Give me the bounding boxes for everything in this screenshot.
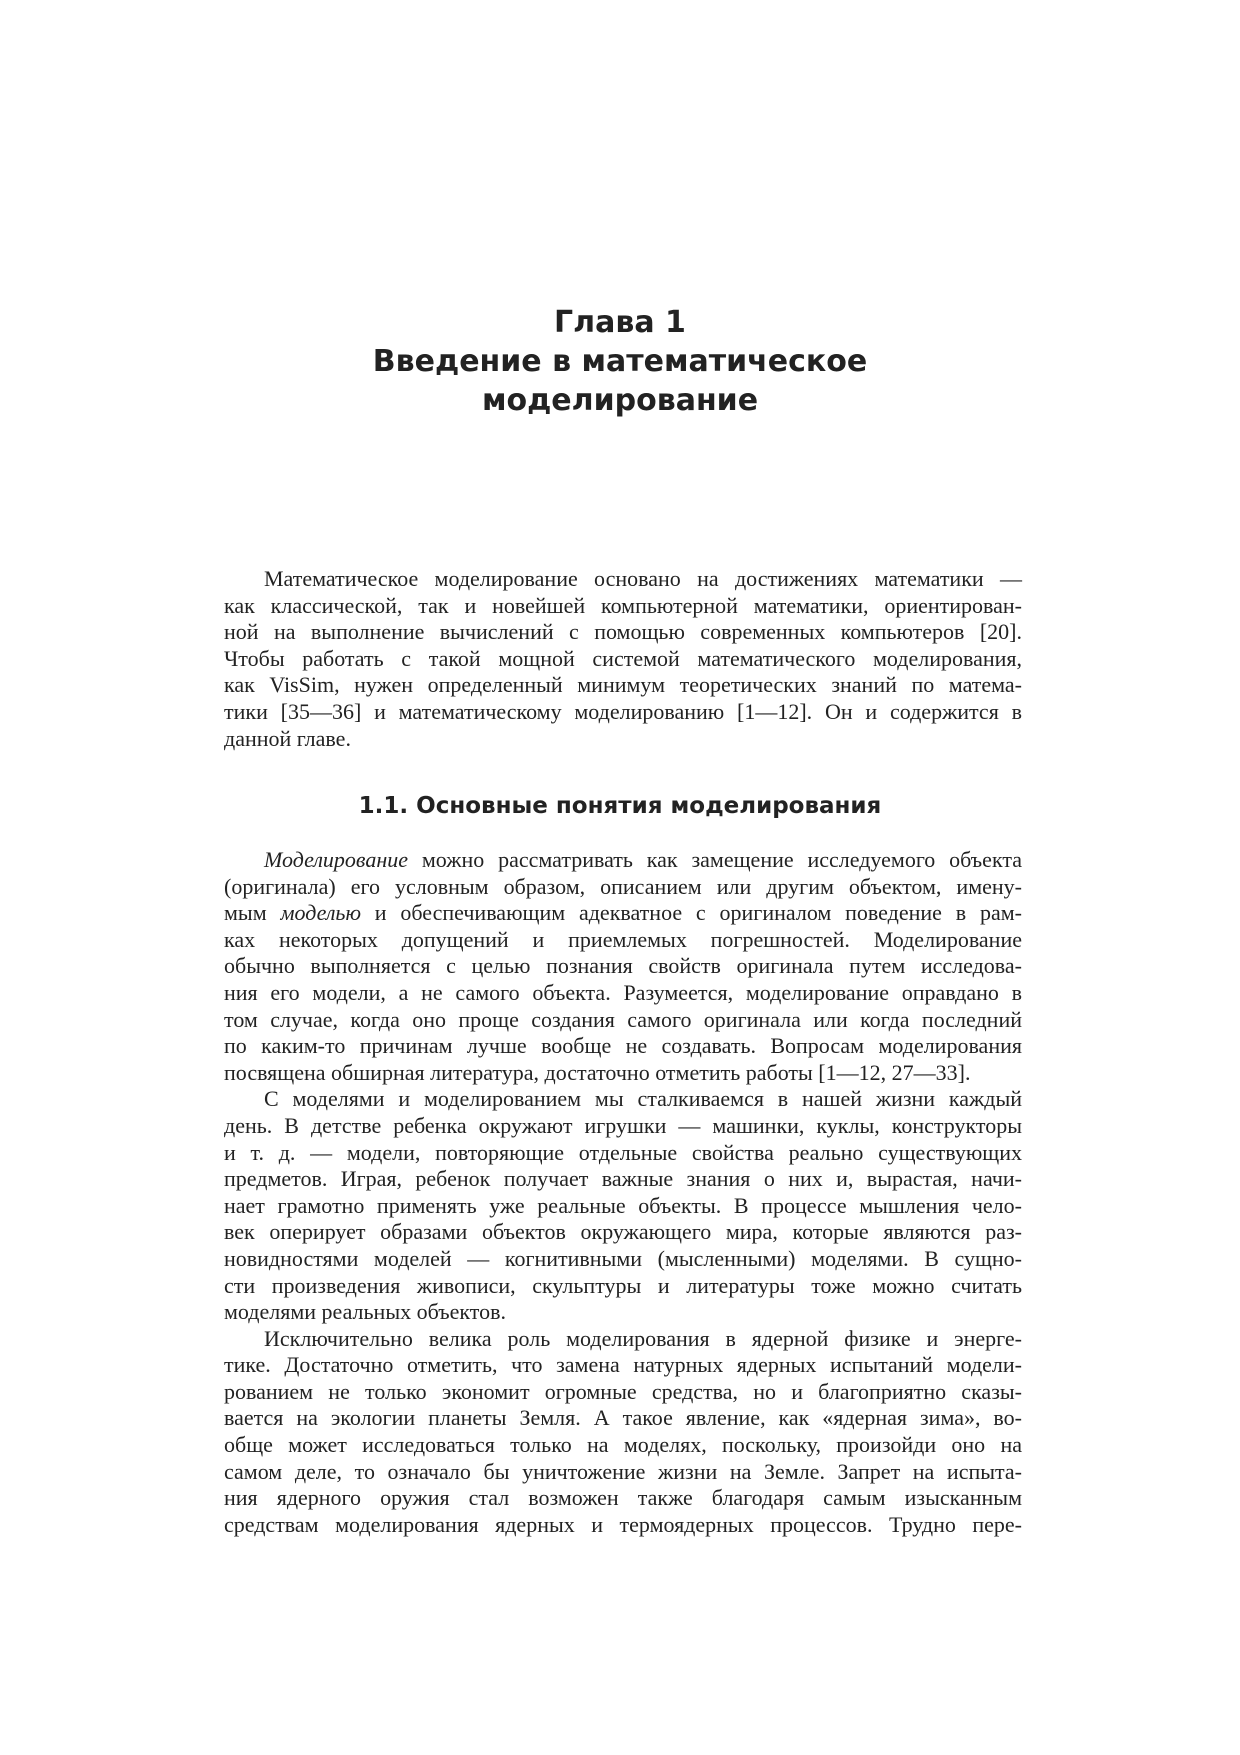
paragraph-line: вается на экологии планеты Земля. А такое явление, как «ядерная зима», во- [224, 1405, 1022, 1431]
chapter-title-line-1: Введение в математическое [372, 344, 868, 379]
chapter-title-line-2: моделирование [481, 383, 759, 418]
paragraph-line-text: и обеспечивающим адекватное с оригиналом поведение в рам- [360, 900, 1022, 926]
paragraph-line: ках некоторых допущений и приемлемых погрешностей. Моделирование [224, 926, 1022, 952]
paragraph-line: новидностями моделей — когнитивными (мысленными) моделями. В сущно- [224, 1245, 1022, 1271]
paragraph-line: посвящена обширная литература, достаточно отметить работы [1—12, 27—33]. [224, 1059, 971, 1085]
intro-line: ной на выполнение вычислений с помощью современных компьютеров [20]. [224, 619, 1022, 645]
term-model: моделью [280, 900, 361, 926]
paragraph-line: обще может исследоваться только на моделях, поскольку, произойди оно на [224, 1432, 1022, 1458]
paragraph-line: предметов. Играя, ребенок получает важные знания о них и, вырастая, начи- [224, 1166, 1022, 1192]
paragraph-line-text: мым [224, 900, 281, 926]
paragraph-2 [224, 1086, 1022, 1325]
paragraph-line: средствам моделирования ядерных и термоядерных процессов. Трудно пере- [224, 1511, 1022, 1537]
paragraph-line: по каким-то причинам лучше вообще не создавать. Вопросам моделирования [224, 1033, 1022, 1059]
chapter-title [0, 303, 1240, 420]
intro-line: как VisSim, нужен определенный минимум теоретических знаний по матема- [224, 672, 1022, 698]
paragraph-line: сти произведения живописи, скульптуры и литературы тоже можно считать [224, 1272, 1022, 1298]
chapter-label: Глава 1 [554, 305, 686, 340]
intro-line: Чтобы работать с такой мощной системой математического моделирования, [224, 645, 1022, 671]
paragraph-line: моделями реальных объектов. [224, 1299, 506, 1325]
paragraph-line: нает грамотно применять уже реальные объекты. В процессе мышления чело- [224, 1192, 1022, 1218]
section-body [224, 847, 1022, 1538]
paragraph-line: том случае, когда оно проще создания самого оригинала или когда последний [224, 1006, 1022, 1032]
intro-line: данной главе. [224, 725, 351, 751]
section-heading: 1.1. Основные понятия моделирования [358, 793, 882, 819]
paragraph-line: и т. д. — модели, повторяющие отдельные свойства реально существующих [224, 1139, 1022, 1165]
intro-line: как классической, так и новейшей компьютерной математики, ориентирован- [224, 592, 1022, 618]
paragraph-line: век оперирует образами объектов окружающего мира, которые являются раз- [224, 1219, 1022, 1245]
paragraph-line: рованием не только экономит огромные средства, но и благоприятно сказы- [224, 1378, 1022, 1404]
paragraph-line [224, 847, 1022, 874]
term-modeling: Моделирование [264, 847, 409, 872]
paragraph-3 [224, 1326, 1022, 1539]
paragraph-line: тике. Достаточно отметить, что замена натурных ядерных испытаний модели- [224, 1352, 1022, 1378]
intro-line: тики [35—36] и математическому моделированию [1—12]. Он и содержится в [224, 698, 1022, 724]
paragraph-line-text: можно рассматривать как замещение исследуемого объекта [408, 847, 1022, 872]
paragraph-1 [224, 847, 1022, 1086]
paragraph-line: Исключительно велика роль моделирования в ядерной физике и энерге- [264, 1325, 1022, 1351]
paragraph-line: (оригинала) его условным образом, описанием или другим объектом, имену- [224, 873, 1022, 899]
paragraph-line: обычно выполняется с целью познания свойств оригинала путем исследова- [224, 953, 1022, 979]
paragraph-line: самом деле, то означало бы уничтожение жизни на Земле. Запрет на испыта- [224, 1458, 1022, 1484]
intro-paragraph [224, 566, 1022, 752]
paragraph-line [224, 900, 1022, 927]
paragraph-line: день. В детстве ребенка окружают игрушки — машинки, куклы, конструкторы [224, 1112, 1022, 1138]
paragraph-line: С моделями и моделированием мы сталкиваемся в нашей жизни каждый [264, 1086, 1022, 1112]
paragraph-line: ния его модели, а не самого объекта. Разумеется, моделирование оправдано в [224, 979, 1022, 1005]
paragraph-line: ния ядерного оружия стал возможен также благодаря самым изысканным [224, 1485, 1022, 1511]
intro-line: Математическое моделирование основано на достижениях математики — [264, 566, 1022, 591]
